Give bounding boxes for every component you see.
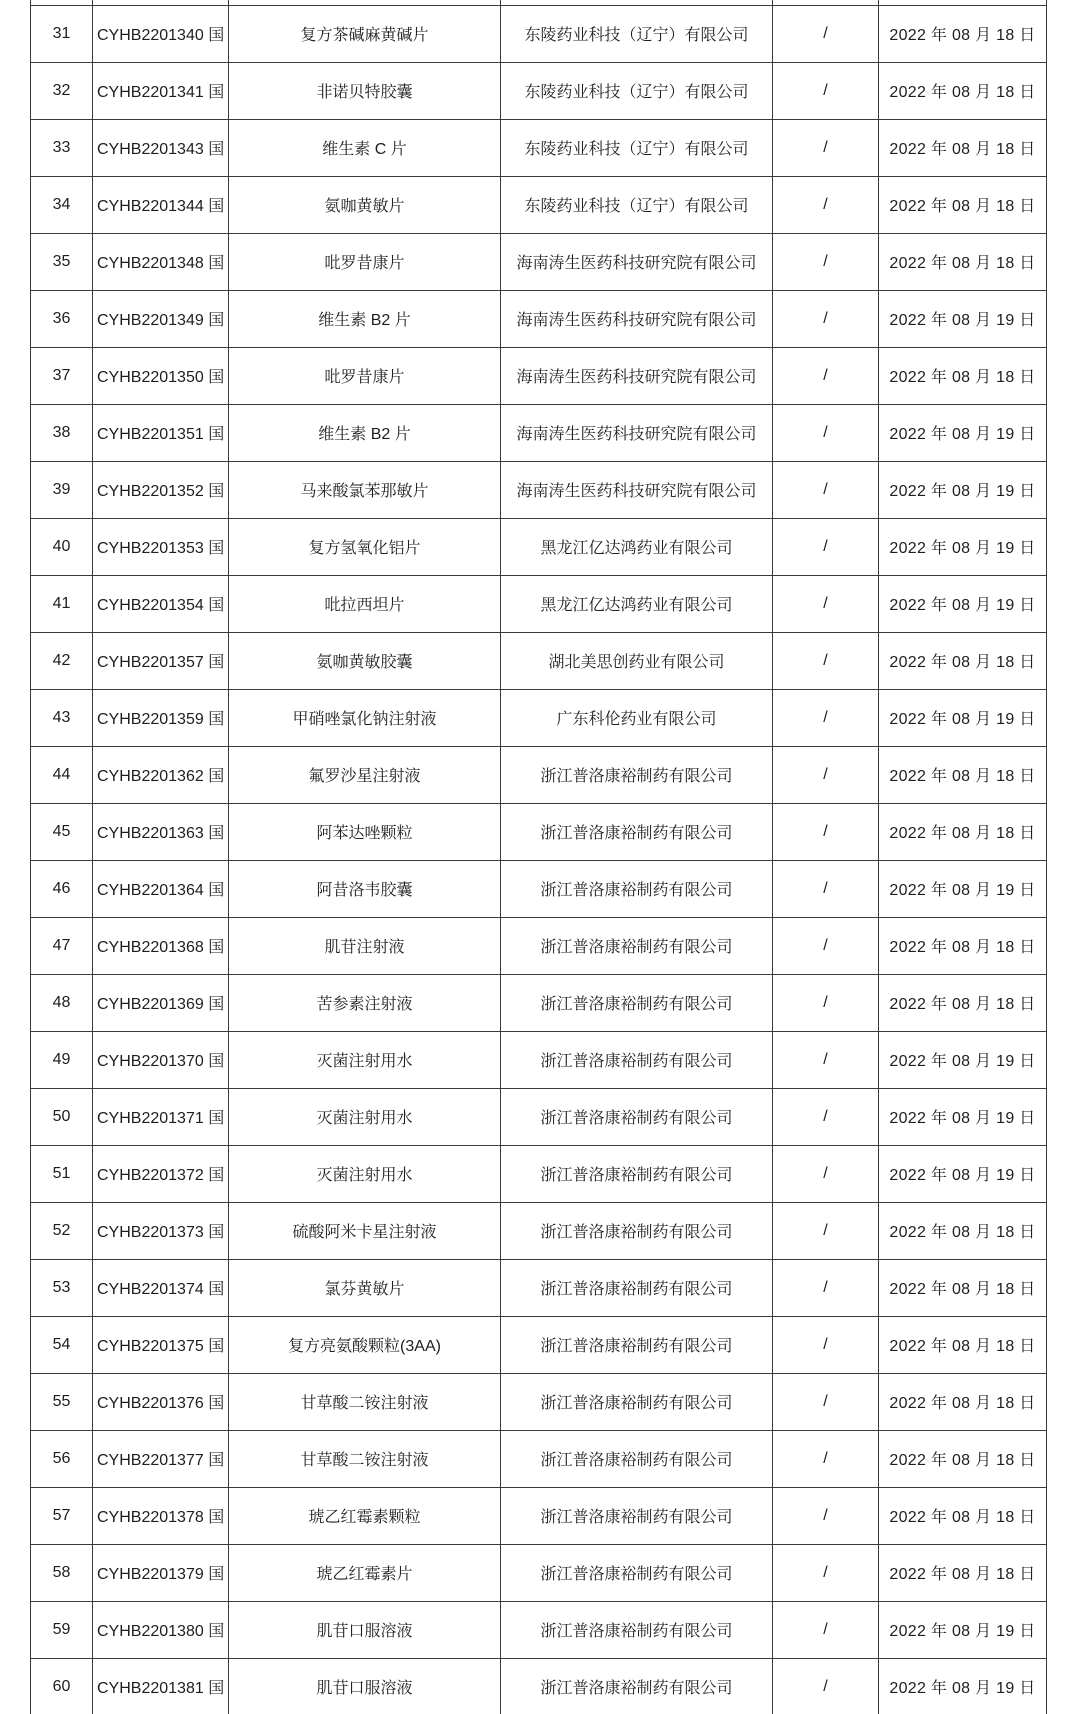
table-row [31, 746, 1047, 803]
table-row [31, 1088, 1047, 1145]
cell-date: 2022 年 08 月 19 日 [879, 1658, 1047, 1714]
cell-date: 2022 年 08 月 18 日 [879, 176, 1047, 233]
cell-acceptance-number: CYHB2201369 国 [93, 974, 229, 1031]
cell-acceptance-number: CYHB2201359 国 [93, 689, 229, 746]
cell-drug-name: 氟罗沙星注射液 [229, 746, 501, 803]
cell-company-name: 浙江普洛康裕制药有限公司 [501, 1430, 773, 1487]
cell-company-name: 东陵药业科技（辽宁）有限公司 [501, 176, 773, 233]
cell-remark: / [773, 1259, 879, 1316]
cell-date: 2022 年 08 月 19 日 [879, 1031, 1047, 1088]
cell-row-number: 52 [31, 1202, 93, 1259]
cell-acceptance-number: CYHB2201372 国 [93, 1145, 229, 1202]
cell-company-name: 浙江普洛康裕制药有限公司 [501, 860, 773, 917]
cell-drug-name: 灭菌注射用水 [229, 1088, 501, 1145]
cell-acceptance-number: CYHB2201351 国 [93, 404, 229, 461]
cell-acceptance-number: CYHB2201362 国 [93, 746, 229, 803]
cell-date: 2022 年 08 月 19 日 [879, 290, 1047, 347]
cell-company-name: 浙江普洛康裕制药有限公司 [501, 803, 773, 860]
cell-row-number: 56 [31, 1430, 93, 1487]
cell-company-name: 浙江普洛康裕制药有限公司 [501, 1487, 773, 1544]
cell-drug-name: 灭菌注射用水 [229, 1031, 501, 1088]
cell-company-name: 海南涛生医药科技研究院有限公司 [501, 347, 773, 404]
cell-date: 2022 年 08 月 19 日 [879, 1088, 1047, 1145]
cell-remark: / [773, 1316, 879, 1373]
cell-remark: / [773, 119, 879, 176]
cell-remark: / [773, 518, 879, 575]
cell-drug-name: 氯芬黄敏片 [229, 1259, 501, 1316]
cell-row-number: 58 [31, 1544, 93, 1601]
table-row [31, 1145, 1047, 1202]
cell-drug-name: 肌苷口服溶液 [229, 1601, 501, 1658]
cell-remark: / [773, 176, 879, 233]
cell-acceptance-number: CYHB2201368 国 [93, 917, 229, 974]
cell-row-number: 31 [31, 5, 93, 62]
cell-row-number: 41 [31, 575, 93, 632]
cell-row-number: 42 [31, 632, 93, 689]
cell-acceptance-number: CYHB2201341 国 [93, 62, 229, 119]
cell-remark: / [773, 62, 879, 119]
table-row [31, 1544, 1047, 1601]
cell-date: 2022 年 08 月 19 日 [879, 518, 1047, 575]
cell-date: 2022 年 08 月 18 日 [879, 746, 1047, 803]
cell-company-name: 浙江普洛康裕制药有限公司 [501, 1031, 773, 1088]
cell-row-number: 60 [31, 1658, 93, 1714]
cell-row-number: 49 [31, 1031, 93, 1088]
table-row [31, 347, 1047, 404]
cell-acceptance-number: CYHB2201352 国 [93, 461, 229, 518]
cell-drug-name: 马来酸氯苯那敏片 [229, 461, 501, 518]
table-row [31, 62, 1047, 119]
table-row [31, 404, 1047, 461]
cell-acceptance-number: CYHB2201379 国 [93, 1544, 229, 1601]
cell-drug-name: 维生素 B2 片 [229, 404, 501, 461]
cell-row-number: 57 [31, 1487, 93, 1544]
cell-drug-name: 硫酸阿米卡星注射液 [229, 1202, 501, 1259]
cell-row-number: 35 [31, 233, 93, 290]
cell-remark: / [773, 404, 879, 461]
cell-company-name: 海南涛生医药科技研究院有限公司 [501, 461, 773, 518]
cell-remark: / [773, 1373, 879, 1430]
table-row [31, 1202, 1047, 1259]
cell-company-name: 浙江普洛康裕制药有限公司 [501, 1202, 773, 1259]
cell-acceptance-number: CYHB2201377 国 [93, 1430, 229, 1487]
cell-row-number: 37 [31, 347, 93, 404]
cell-drug-name: 阿昔洛韦胶囊 [229, 860, 501, 917]
cell-date: 2022 年 08 月 19 日 [879, 461, 1047, 518]
cell-drug-name: 氨咖黄敏片 [229, 176, 501, 233]
table-row [31, 689, 1047, 746]
cell-remark: / [773, 803, 879, 860]
table-row [31, 1259, 1047, 1316]
cell-date: 2022 年 08 月 18 日 [879, 803, 1047, 860]
cell-acceptance-number: CYHB2201349 国 [93, 290, 229, 347]
cell-remark: / [773, 290, 879, 347]
cell-date: 2022 年 08 月 18 日 [879, 974, 1047, 1031]
cell-remark: / [773, 347, 879, 404]
cell-row-number: 53 [31, 1259, 93, 1316]
cell-date: 2022 年 08 月 18 日 [879, 347, 1047, 404]
cell-row-number: 51 [31, 1145, 93, 1202]
cell-remark: / [773, 1031, 879, 1088]
table-body [31, 0, 1047, 1714]
cell-drug-name: 维生素 B2 片 [229, 290, 501, 347]
table-row [31, 119, 1047, 176]
cell-company-name: 黑龙江亿达鸿药业有限公司 [501, 575, 773, 632]
cell-company-name: 浙江普洛康裕制药有限公司 [501, 1145, 773, 1202]
cell-company-name: 东陵药业科技（辽宁）有限公司 [501, 5, 773, 62]
cell-company-name: 浙江普洛康裕制药有限公司 [501, 1544, 773, 1601]
cell-acceptance-number: CYHB2201378 国 [93, 1487, 229, 1544]
cell-date: 2022 年 08 月 19 日 [879, 404, 1047, 461]
cell-row-number: 36 [31, 290, 93, 347]
table-sheet [30, 0, 1047, 1714]
table-row [31, 176, 1047, 233]
cell-row-number: 55 [31, 1373, 93, 1430]
table-row [31, 1373, 1047, 1430]
cell-remark: / [773, 1145, 879, 1202]
cell-acceptance-number: CYHB2201343 国 [93, 119, 229, 176]
cell-row-number: 45 [31, 803, 93, 860]
cell-remark: / [773, 1202, 879, 1259]
cell-company-name: 浙江普洛康裕制药有限公司 [501, 1658, 773, 1714]
cell-drug-name: 琥乙红霉素颗粒 [229, 1487, 501, 1544]
cell-drug-name: 吡罗昔康片 [229, 233, 501, 290]
cell-row-number: 38 [31, 404, 93, 461]
cell-company-name: 浙江普洛康裕制药有限公司 [501, 1373, 773, 1430]
cell-row-number: 43 [31, 689, 93, 746]
cell-date: 2022 年 08 月 18 日 [879, 5, 1047, 62]
cell-drug-name: 复方茶碱麻黄碱片 [229, 5, 501, 62]
cell-acceptance-number: CYHB2201363 国 [93, 803, 229, 860]
cell-acceptance-number: CYHB2201350 国 [93, 347, 229, 404]
cell-remark: / [773, 461, 879, 518]
cell-acceptance-number: CYHB2201381 国 [93, 1658, 229, 1714]
cell-drug-name: 苦参素注射液 [229, 974, 501, 1031]
cell-remark: / [773, 233, 879, 290]
cell-company-name: 浙江普洛康裕制药有限公司 [501, 1316, 773, 1373]
table-row [31, 1601, 1047, 1658]
cell-remark: / [773, 5, 879, 62]
cell-remark: / [773, 917, 879, 974]
cell-remark: / [773, 689, 879, 746]
cell-acceptance-number: CYHB2201354 国 [93, 575, 229, 632]
cell-drug-name: 吡拉西坦片 [229, 575, 501, 632]
cell-acceptance-number: CYHB2201380 国 [93, 1601, 229, 1658]
cell-company-name: 东陵药业科技（辽宁）有限公司 [501, 62, 773, 119]
cell-company-name: 海南涛生医药科技研究院有限公司 [501, 290, 773, 347]
table-row [31, 860, 1047, 917]
cell-acceptance-number: CYHB2201374 国 [93, 1259, 229, 1316]
cell-date: 2022 年 08 月 18 日 [879, 1430, 1047, 1487]
cell-row-number: 48 [31, 974, 93, 1031]
cell-date: 2022 年 08 月 19 日 [879, 1601, 1047, 1658]
cell-row-number: 50 [31, 1088, 93, 1145]
cell-date: 2022 年 08 月 18 日 [879, 1544, 1047, 1601]
table-row [31, 233, 1047, 290]
table-row [31, 632, 1047, 689]
cell-date: 2022 年 08 月 18 日 [879, 917, 1047, 974]
cell-acceptance-number: CYHB2201348 国 [93, 233, 229, 290]
cell-drug-name: 复方氢氧化铝片 [229, 518, 501, 575]
cell-drug-name: 阿苯达唑颗粒 [229, 803, 501, 860]
table-row [31, 803, 1047, 860]
cell-company-name: 浙江普洛康裕制药有限公司 [501, 1259, 773, 1316]
cell-remark: / [773, 1544, 879, 1601]
cell-date: 2022 年 08 月 18 日 [879, 632, 1047, 689]
cell-company-name: 湖北美思创药业有限公司 [501, 632, 773, 689]
cell-remark: / [773, 632, 879, 689]
table-row [31, 290, 1047, 347]
cell-acceptance-number: CYHB2201371 国 [93, 1088, 229, 1145]
cell-row-number: 46 [31, 860, 93, 917]
cell-company-name: 海南涛生医药科技研究院有限公司 [501, 233, 773, 290]
cell-date: 2022 年 08 月 18 日 [879, 1373, 1047, 1430]
cell-row-number: 34 [31, 176, 93, 233]
cell-row-number: 44 [31, 746, 93, 803]
cell-remark: / [773, 1430, 879, 1487]
cell-company-name: 浙江普洛康裕制药有限公司 [501, 746, 773, 803]
cell-drug-name: 甘草酸二铵注射液 [229, 1430, 501, 1487]
cell-acceptance-number: CYHB2201373 国 [93, 1202, 229, 1259]
cell-row-number: 32 [31, 62, 93, 119]
table-row [31, 1031, 1047, 1088]
cell-date: 2022 年 08 月 18 日 [879, 1316, 1047, 1373]
cell-drug-name: 非诺贝特胶囊 [229, 62, 501, 119]
cell-company-name: 浙江普洛康裕制药有限公司 [501, 1088, 773, 1145]
cell-remark: / [773, 974, 879, 1031]
cell-remark: / [773, 1601, 879, 1658]
cell-date: 2022 年 08 月 18 日 [879, 62, 1047, 119]
cell-date: 2022 年 08 月 18 日 [879, 1259, 1047, 1316]
cell-date: 2022 年 08 月 19 日 [879, 575, 1047, 632]
cell-drug-name: 肌苷注射液 [229, 917, 501, 974]
cell-acceptance-number: CYHB2201353 国 [93, 518, 229, 575]
cell-company-name: 黑龙江亿达鸿药业有限公司 [501, 518, 773, 575]
cell-acceptance-number: CYHB2201344 国 [93, 176, 229, 233]
cell-acceptance-number: CYHB2201375 国 [93, 1316, 229, 1373]
table-row [31, 974, 1047, 1031]
cell-drug-name: 肌苷口服溶液 [229, 1658, 501, 1714]
cell-company-name: 浙江普洛康裕制药有限公司 [501, 917, 773, 974]
cell-company-name: 海南涛生医药科技研究院有限公司 [501, 404, 773, 461]
cell-company-name: 浙江普洛康裕制药有限公司 [501, 1601, 773, 1658]
cell-row-number: 47 [31, 917, 93, 974]
table-row [31, 1487, 1047, 1544]
cell-row-number: 33 [31, 119, 93, 176]
table-row [31, 461, 1047, 518]
cell-remark: / [773, 575, 879, 632]
cell-drug-name: 复方亮氨酸颗粒(3AA) [229, 1316, 501, 1373]
table-row [31, 575, 1047, 632]
cell-acceptance-number: CYHB2201376 国 [93, 1373, 229, 1430]
cell-row-number: 39 [31, 461, 93, 518]
cell-date: 2022 年 08 月 19 日 [879, 689, 1047, 746]
table-row [31, 1316, 1047, 1373]
cell-drug-name: 氨咖黄敏胶囊 [229, 632, 501, 689]
cell-drug-name: 甲硝唑氯化钠注射液 [229, 689, 501, 746]
cell-drug-name: 琥乙红霉素片 [229, 1544, 501, 1601]
cell-drug-name: 甘草酸二铵注射液 [229, 1373, 501, 1430]
cell-drug-name: 吡罗昔康片 [229, 347, 501, 404]
cell-remark: / [773, 1487, 879, 1544]
cell-acceptance-number: CYHB2201370 国 [93, 1031, 229, 1088]
cell-date: 2022 年 08 月 19 日 [879, 860, 1047, 917]
cell-row-number: 54 [31, 1316, 93, 1373]
table-row [31, 1430, 1047, 1487]
table-row [31, 1658, 1047, 1714]
cell-row-number: 59 [31, 1601, 93, 1658]
table-row [31, 5, 1047, 62]
cell-date: 2022 年 08 月 18 日 [879, 233, 1047, 290]
cell-acceptance-number: CYHB2201340 国 [93, 5, 229, 62]
cell-date: 2022 年 08 月 19 日 [879, 1145, 1047, 1202]
cell-drug-name: 维生素 C 片 [229, 119, 501, 176]
cell-acceptance-number: CYHB2201357 国 [93, 632, 229, 689]
cell-drug-name: 灭菌注射用水 [229, 1145, 501, 1202]
cell-date: 2022 年 08 月 18 日 [879, 1487, 1047, 1544]
cell-company-name: 东陵药业科技（辽宁）有限公司 [501, 119, 773, 176]
cell-remark: / [773, 860, 879, 917]
cell-acceptance-number: CYHB2201364 国 [93, 860, 229, 917]
table-row [31, 917, 1047, 974]
cell-remark: / [773, 746, 879, 803]
cell-row-number: 40 [31, 518, 93, 575]
cell-remark: / [773, 1088, 879, 1145]
cell-date: 2022 年 08 月 18 日 [879, 119, 1047, 176]
cell-company-name: 广东科伦药业有限公司 [501, 689, 773, 746]
cell-company-name: 浙江普洛康裕制药有限公司 [501, 974, 773, 1031]
table-row [31, 518, 1047, 575]
cell-date: 2022 年 08 月 18 日 [879, 1202, 1047, 1259]
drug-registry-table [30, 0, 1047, 1714]
cell-remark: / [773, 1658, 879, 1714]
